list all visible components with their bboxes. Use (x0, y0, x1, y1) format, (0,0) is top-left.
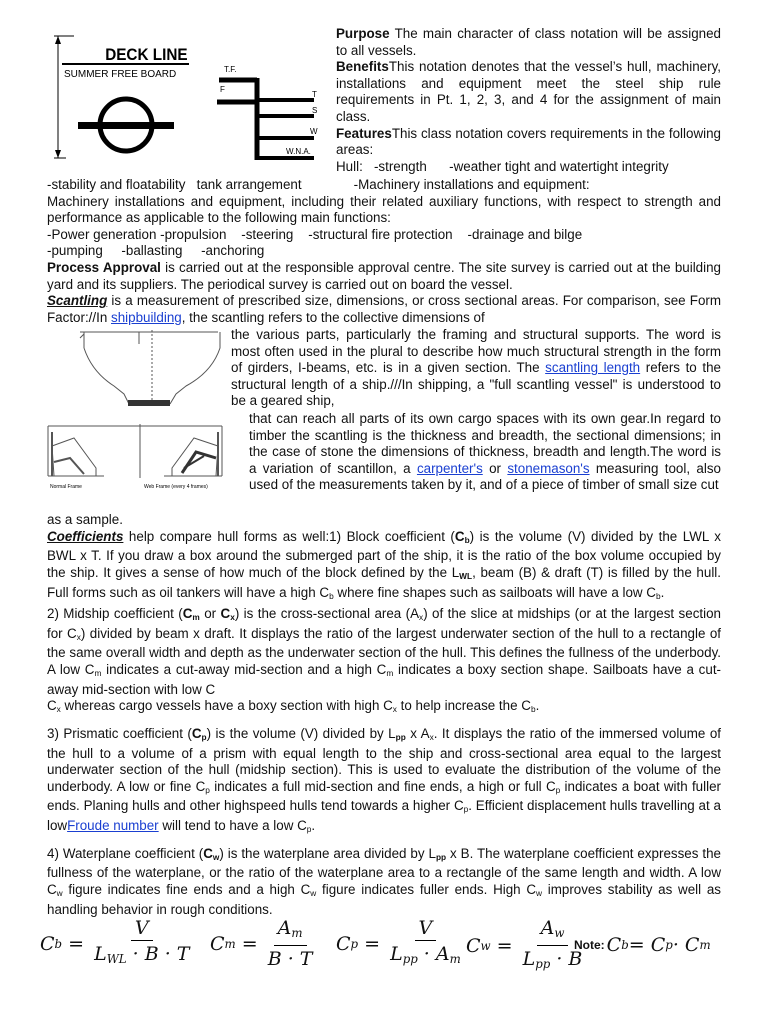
cp-sub: p (201, 732, 207, 743)
cp-den-rest: · A (417, 943, 450, 965)
cb-sub-4: b (530, 704, 536, 715)
cx-symbol: C (220, 606, 231, 622)
cb-symbol: C (454, 528, 465, 544)
note-cm-sub: m (699, 938, 711, 952)
carpenter-link[interactable]: carpenter's (416, 460, 483, 476)
cp-sub-5: p (306, 824, 312, 835)
hull-line: Hull: -strength -weather tight and watertight integrity (336, 158, 669, 174)
wrap1-text: the various parts, particularly the framing and structural supports. The word is most often used in the plural to describe how much structural strength in the form of girders, I-beams, etc. is in a given section. The (231, 327, 721, 376)
cw-text-1: ) is the waterplane area divided by L (219, 845, 436, 861)
cm-sub-2: m (94, 668, 102, 679)
cb-text: is the volume (V) divided by the LWL x BWL x T. If you draw a box around the submerged part of the ship, it is the ratio of the box volume occupied by the ship. It gives a sense of how much of the block defined by the L (47, 528, 721, 580)
note-cb: C (606, 934, 622, 956)
cx-sub-2: x (76, 631, 81, 642)
cb-den-sub: WL (106, 951, 127, 966)
cb-lhs: C (40, 932, 55, 955)
cp-text-4: indicates a full mid-section and fine ends, a high or full C (209, 778, 556, 794)
cw-sub-2: w (56, 888, 63, 899)
cw-formula: C w = $\frac{A_w}{L_{pp} \cdot B}$ (466, 917, 583, 971)
cp-den-sub-2: m (449, 951, 461, 966)
wrap2-or: or (482, 460, 508, 476)
shipbuilding-link[interactable]: shipbuilding (111, 309, 182, 325)
cb-sub-2: b (329, 590, 334, 601)
cb-text-3: where fine shapes such as sailboats will have a low C (333, 584, 656, 600)
features-text: This class notation covers requirements in the following areas: (336, 125, 721, 158)
ax-sub: x (419, 612, 424, 623)
cm-text-8: to help increase the C (396, 698, 531, 714)
cp-lhs-sub: p (350, 936, 359, 951)
cw-lhs-sub: w (480, 939, 491, 954)
cm-symbol: C (182, 606, 193, 622)
cb-den-rest: · B · T (126, 943, 190, 965)
cx-sub-4: x (392, 704, 397, 715)
functions-line-2: -pumping -ballasting -anchoring (47, 243, 265, 259)
cb-dot: . (660, 584, 665, 600)
deck-line-diagram (44, 30, 334, 165)
cp-formula: C p = $\frac{V}{L_{pp} \cdot A_m}$ (336, 917, 461, 966)
cm-para: 2) Midship coefficient ( (47, 606, 183, 622)
frame-sections-figure (44, 328, 230, 500)
note-label: Note: (574, 938, 605, 952)
cp-sub-4: p (463, 804, 469, 815)
cp-text-2: x A (405, 725, 430, 741)
coeff-text: help compare hull forms as well:1) Block coefficient ( (123, 528, 455, 544)
cw-den-rest: · B (550, 947, 583, 970)
cb-text-2: , beam (B) & draft (T) is filled by the hull. Full forms such as oil tankers will have a high C (47, 564, 721, 600)
machinery-para: Machinery installations and equipment, including their related auxiliary functions, with respect to strength and performance as applicable to the following main functions: (47, 193, 721, 226)
cw-lhs: C (466, 935, 481, 958)
cb-denominator: L (94, 943, 107, 965)
note-cp: = C (628, 934, 666, 956)
cm-lhs: C (210, 932, 225, 955)
cp-denominator: L (390, 943, 403, 965)
cm-text-7: whereas cargo vessels have a boxy section with high C (60, 698, 393, 714)
purpose-text: The main character of class notation will be assigned to all vessels. (336, 26, 721, 58)
cb-formula: C b = $\frac{V}{L_{WL} \cdot B \cdot T}$ (40, 917, 190, 966)
cw-para: 4) Waterplane coefficient ( (47, 845, 204, 861)
process-approval-text: is carried out at the responsible approval centre. The site survey is carried out at the building yard and its suppliers. The periodical survey is carried out on board the vessel. (47, 259, 721, 292)
cp-lhs: C (336, 932, 351, 955)
wna-label: W.N.A. (286, 147, 311, 156)
cm-lhs-sub: m (224, 936, 236, 951)
s-label: S (312, 106, 318, 115)
cp-numerator: V (415, 916, 437, 941)
cm-sub: m (192, 612, 200, 623)
note-cp-sub: p (665, 938, 673, 952)
functions-line: -Power generation -propulsion -steering -structural fire protection -drainage and bilge (47, 226, 583, 242)
cb-lhs-sub: b (54, 936, 63, 951)
cm-text-4: ) divided by beam x draft. It displays the ratio of the largest underwater section of the hull to a rectangle of the same overall width and depth as the underwater section of the hull. This defines the fullness of the underbody. A low C (47, 625, 721, 678)
froude-number-link[interactable]: Froude number (67, 818, 159, 834)
formulas-row (40, 916, 760, 976)
cw-text-4: figure indicates fuller ends. High C (316, 882, 537, 898)
web-frame-caption: Web Frame (every 4 frames) (144, 484, 208, 490)
t-label: T (312, 90, 317, 99)
cp-text-3: . It displays the ratio of the immersed volume of the hull to a volume of a prism with equal length to the ship and cross-sectional area equal to the largest underwater section of the hull (midship section). This is used to evaluate the distribution of the volume of the underbody. A low or fine C (47, 725, 721, 794)
cp-sub-3: p (555, 784, 561, 795)
cx-symbol-2: C (47, 698, 57, 714)
note-formula (574, 934, 711, 956)
w-label: W (310, 127, 318, 136)
purpose-label: Purpose (336, 26, 390, 41)
scantling-text-2: , the scantling refers to the collective dimensions of (181, 309, 485, 325)
note-cm: · C (672, 934, 700, 956)
scantling-wrap-2 (249, 411, 721, 494)
lwl-sub: WL (459, 570, 473, 581)
cm-text-2: ) is the cross-sectional area (A (234, 606, 420, 622)
cp-text-6: . Efficient displacement hulls travelling at a low (47, 798, 721, 834)
note-cb-sub: b (621, 938, 629, 952)
intro-block (336, 26, 721, 175)
features-label: Features (336, 125, 392, 141)
cm-or: or (199, 606, 221, 622)
cx-sub-3: x (56, 704, 61, 715)
cw-sub-3: w (310, 888, 317, 899)
f-label: F (220, 85, 225, 94)
cw-num-sub: w (554, 925, 565, 940)
cw-text-3: figure indicates fine ends and a high C (62, 882, 311, 898)
stability-line: -stability and floatability tank arrangement -Machinery installations and equipment: (47, 177, 590, 192)
cp-text-5: indicates a boat with fuller ends. Planing hulls and other highspeed hulls tend towards a higher C (47, 778, 721, 814)
cw-numerator: A (540, 917, 555, 939)
cp-para: 3) Prismatic coefficient ( (47, 725, 192, 741)
lpp-sub-2: pp (435, 851, 447, 862)
normal-frame-caption: Normal Frame (50, 484, 82, 490)
lpp-sub: pp (395, 732, 406, 743)
cm-denominator: B · T (267, 947, 313, 970)
benefits-label: Benefits (336, 59, 389, 75)
cw-den-sub: pp (535, 956, 551, 971)
cp-sub-2: p (205, 784, 210, 795)
cp-text-7: will tend to have a low C (158, 818, 307, 834)
scantling-wrap-1 (231, 327, 721, 410)
cp-den-sub: pp (402, 951, 418, 966)
wrap2-text-3: measuring tool, also used of the measurements taken by it, and of a piece of timber of small size cut (249, 460, 721, 493)
cm-text-6: indicates a boxy section shape. Sailboats have a cut-away mid-section with low C (47, 662, 721, 697)
cb-numerator: V (131, 916, 153, 941)
cp-symbol: C (191, 725, 202, 741)
coefficients-block: as a sample. Coefficients help compare hull forms as well:1) Block coefficient $(C_b)$ is the volume (V) divided by the LWL x BWL x T. If you draw a box around the submerged part of the ship, it is the ratio of the box volume occupied by the ship. It gives a sense of how much of the block defined by the $L_{WL}$, beam (B) & draft (T) is filled by the hull. Full forms such as oil tankers will have a high $C_b$ where fine shapes such as sailboats will have a low $C_b$. 2) Midship coefficient ($C_m$ or $C_x$) is the cross-sectional area $(A_x)$ of the slice at midships (or at the largest section for $C_x$) divided by beam x draft. It displays the ratio of the largest underwater section of the hull to a rectangle of the same overall width and depth as the underwater section of the hull. This defines the fullness of the underbody. A low $C_m$ indicates a cut-away mid-section and a high $C_m$ indicates a boxy section shape. Sailboats have a cut-away mid-section with low C $C_x$ whereas cargo vessels have a boxy section with high $C_x$ to help increase the $C_b$. 3) Prismatic coefficient $(C_p)$ is the volume (V) divided by $L_{pp}$ x $A_x$. It displays the ratio of the immersed volume of the hull to a volume of a prism with equal length to the ship and cross-sectional area equal to the largest underwater section of the hull (midship section). This is used to evaluate the distribution of the volume of the underbody. A low or fine $C_p$ indicates a full mid-section and fine ends, a high or full $C_p$ indicates a boat with fuller ends. Planing hulls and other highspeed hulls tend towards a higher $C_p$. Efficient displacement hulls travelling at a lowFroude number will tend to have a low $C_p$. 4) Waterplane coefficient $(C_w)$ is the waterplane area divided by $L_{pp}$ x B. The waterplane coefficient expresses the fullness of the waterplane, or the ratio of the waterplane area to a rectangle of the same length and width. A low $C_w$ figure indicates fine ends and a high $C_w$ figure indicates fuller ends. High $C_w$ improves stability as well as handling behavior in rough conditions. (47, 512, 721, 917)
scantling-length-link[interactable]: scantling length (545, 360, 641, 376)
cp-dot: . (311, 818, 316, 834)
cx-sub: x (230, 612, 235, 623)
cw-text-5: improves stability as well as handling behavior in rough conditions. (47, 882, 721, 917)
benefits-text: This notation denotes that the vessel’s hull, machinery, installations and equipment meet the steel ship rule requirements in Pt. 1, 2, 3, and 4 for the assignment of main class. (336, 59, 721, 124)
scantling-label: Scantling (47, 293, 108, 309)
scantling-text: is a measurement of prescribed size, dimensions, or cross sectional areas. For comparison, see Form Factor://In (47, 293, 721, 325)
summer-freeboard-label: SUMMER FREE BOARD (64, 69, 177, 80)
main-block (47, 177, 721, 326)
tf-label: T.F. (224, 65, 237, 74)
wrap1-text-2: refers to the structural length of a ship.///In shipping, a "full scantling vessel" is understood to be a geared ship, (231, 360, 721, 409)
process-approval-label: Process Approval (47, 259, 161, 275)
cw-denominator: L (522, 947, 536, 970)
cm-text-5: indicates a cut-away mid-section and a high C (101, 662, 387, 678)
cm-num-sub: m (291, 925, 303, 940)
ax-sub-2: x (429, 732, 434, 743)
cp-text-1: ) is the volume (V) divided by L (206, 725, 396, 741)
sample-line: as a sample. (47, 512, 123, 527)
deck-line-title: DECK LINE (105, 45, 188, 65)
cm-dot: . (535, 698, 540, 714)
cw-symbol: C (203, 845, 213, 861)
stonemason-link[interactable]: stonemason's (507, 460, 590, 476)
coefficients-label: Coefficients (47, 528, 124, 544)
cw-text-2: x B. The waterplane coefficient expresses the fullness of the waterplane, or the ratio of the waterplane area to a rectangle of the same length and width. A low C (47, 845, 721, 898)
cm-text-3: ) of the slice at midships (or at the largest section for C (47, 606, 721, 641)
cb-sub-3: b (655, 590, 661, 601)
cm-numerator: A (277, 917, 292, 939)
wrap2-text: that can reach all parts of its own cargo spaces with its own gear.In regard to timber the scantling is the thickness and breadth, the sectional dimensions; in the case of stone the dimensions of thickness, breadth and length.The word is a variation of scantillon, a (249, 411, 721, 476)
cw-sub: w (212, 851, 220, 862)
cm-sub-3: m (386, 668, 394, 679)
cm-formula: C m = $\frac{A_m}{B \cdot T}$ (210, 916, 316, 972)
cw-sub-4: w (536, 888, 543, 899)
cb-sub: b (464, 534, 470, 545)
